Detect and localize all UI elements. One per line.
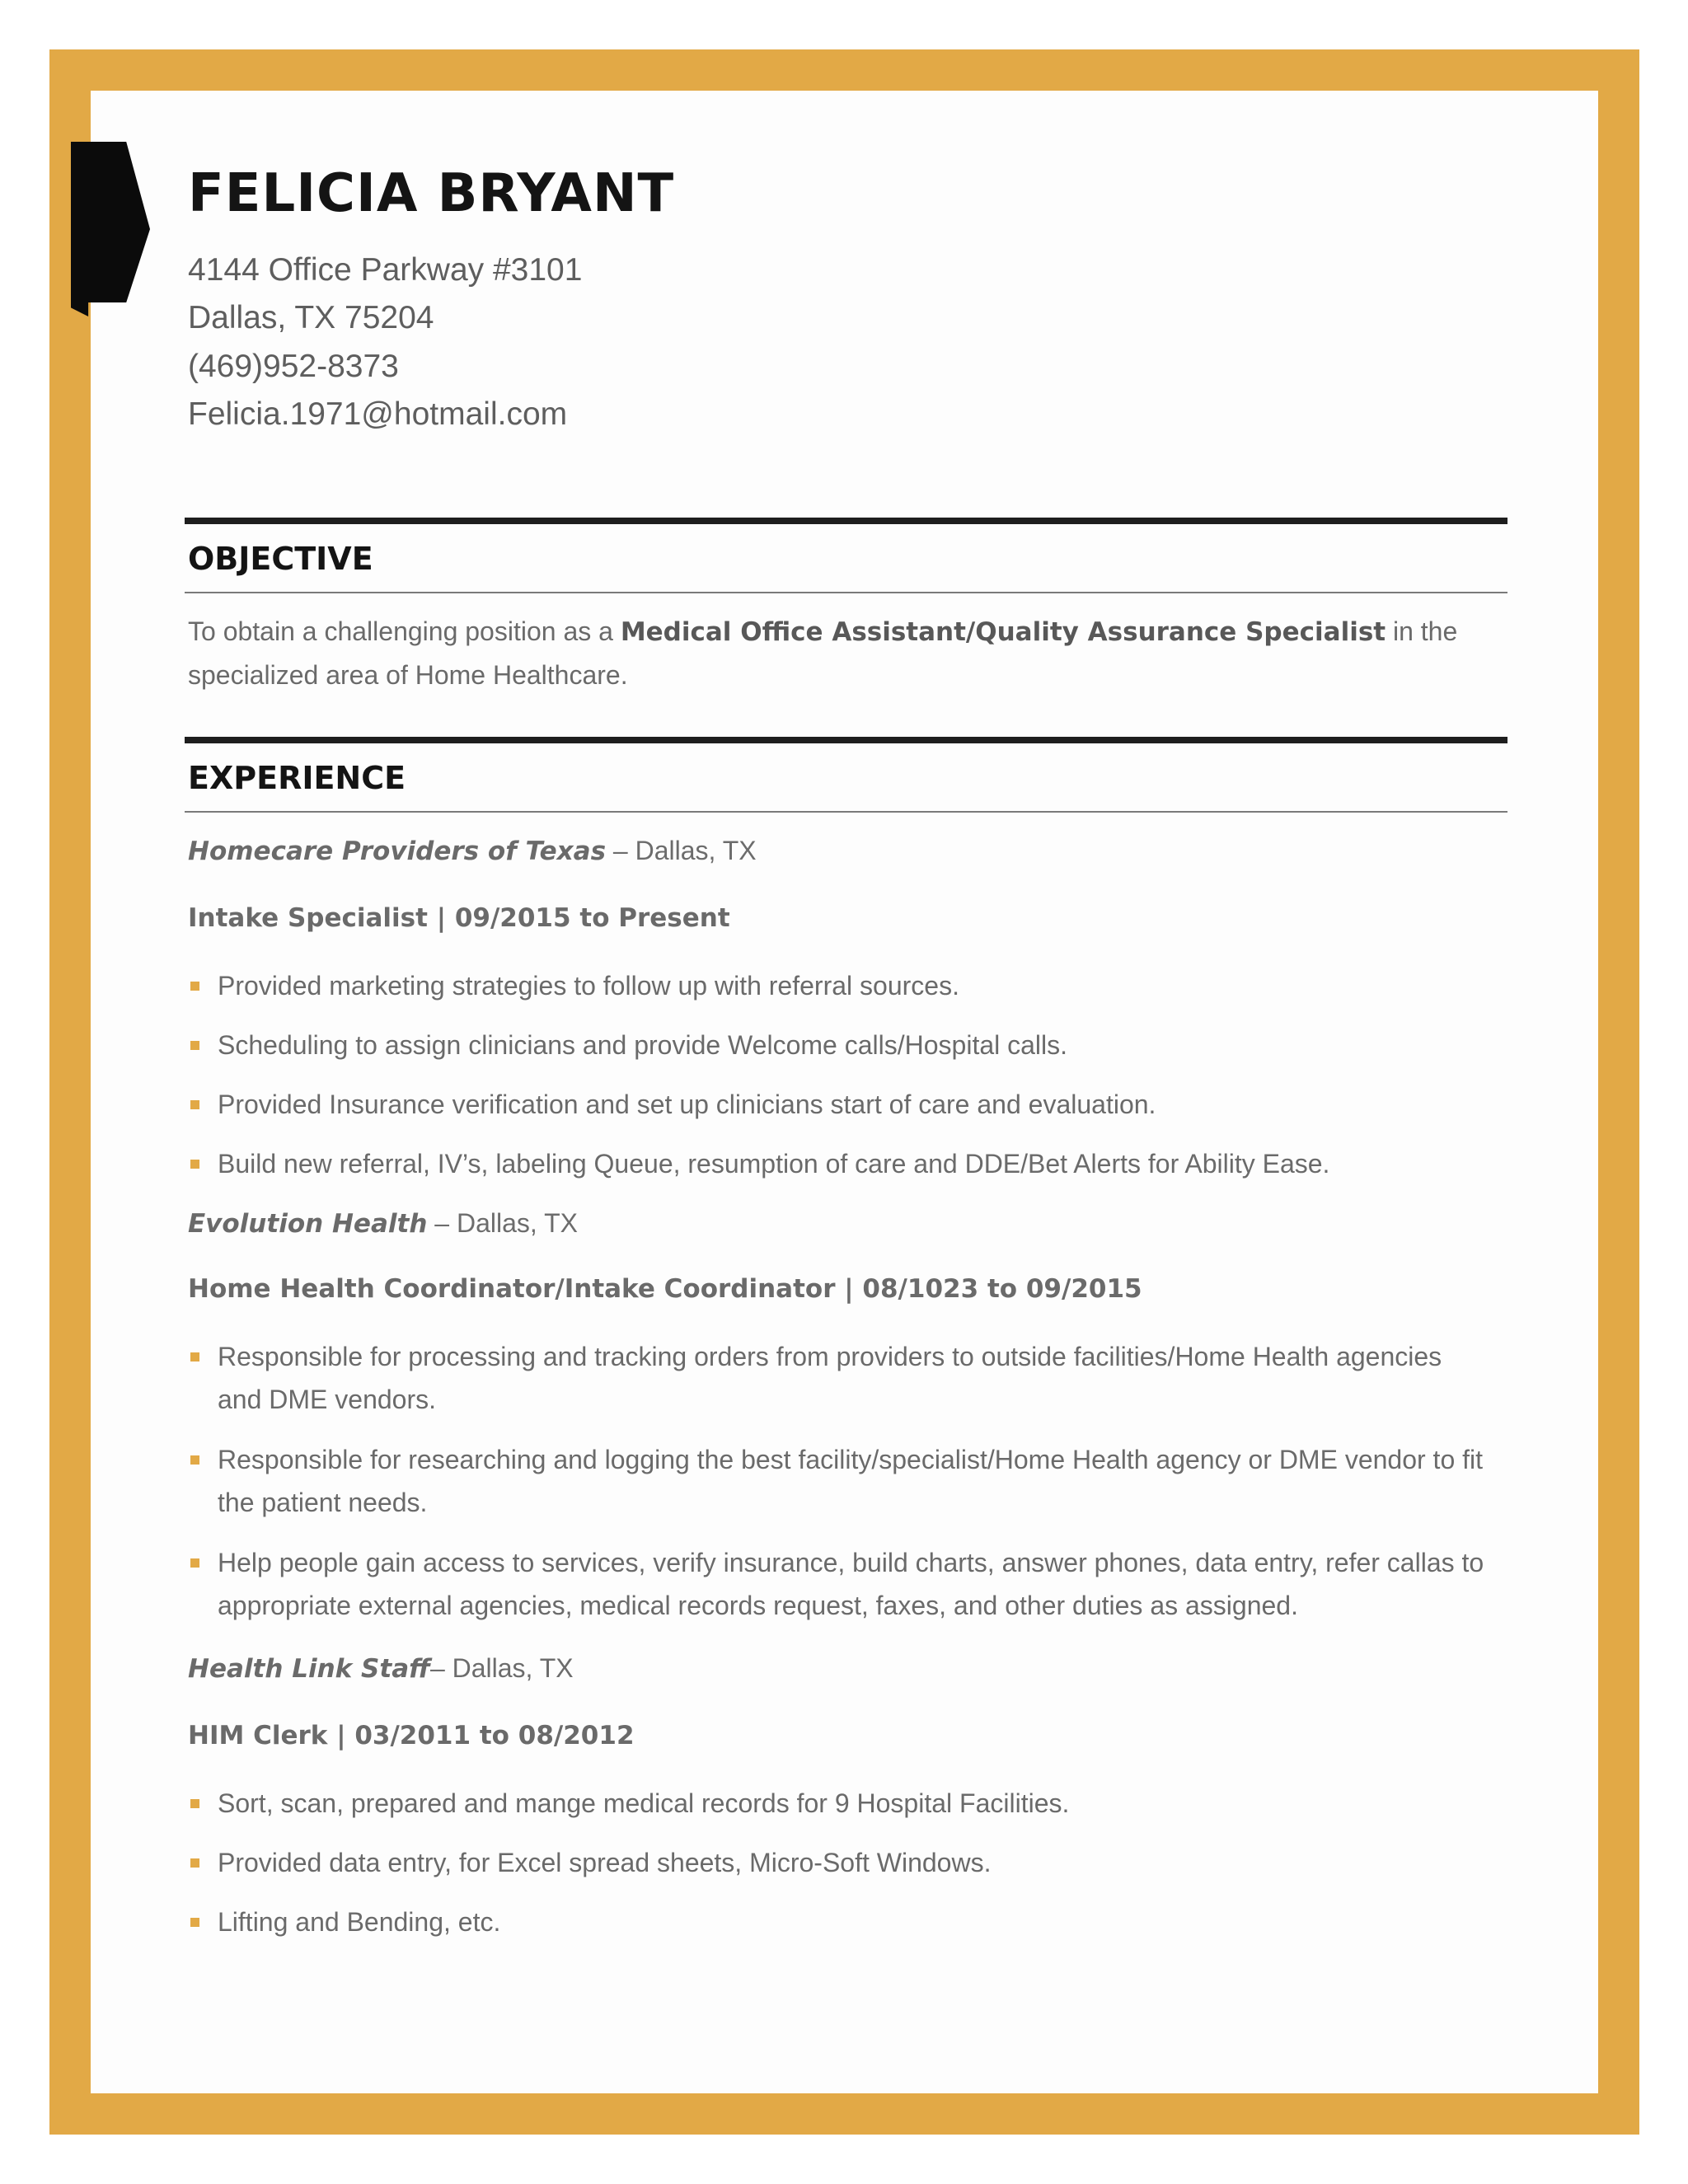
job-bullet: Responsible for researching and logging the best facility/specialist/Home Health agency or DME vendor to fit the patient needs. [188,1438,1490,1524]
company-location: – Dallas, TX [427,1208,578,1238]
bullet-square-icon [190,1160,199,1169]
company-name: Health Link Staff [188,1654,430,1684]
job-company-line [188,836,757,866]
email-address: Felicia.1971@hotmail.com [188,396,568,432]
objective-bottom-rule [185,592,1507,593]
bullet-square-icon [190,1918,199,1927]
phone-number: (469)952-8373 [188,349,399,384]
bullet-square-icon [190,982,199,991]
bullet-square-icon [190,1558,199,1568]
company-location: – Dallas, TX [429,1653,574,1683]
objective-top-rule [185,518,1507,524]
objective-heading: OBJECTIVE [188,541,373,577]
company-name: Homecare Providers of Texas [188,837,607,866]
company-location: – Dallas, TX [606,836,757,865]
job-bullet: Provided marketing strategies to follow up with referral sources. [188,964,1490,1007]
address-line-1: 4144 Office Parkway #3101 [188,252,583,288]
experience-top-rule [185,737,1507,743]
job-bullet: Scheduling to assign clinicians and provide Welcome calls/Hospital calls. [188,1024,1490,1066]
applicant-name: FELICIA BRYANT [188,163,675,224]
bullet-square-icon [190,1041,199,1050]
job-role-line: Intake Specialist | 09/2015 to Present [188,903,730,933]
job-company-line [188,1208,578,1239]
job-bullet: Build new referral, IV’s, labeling Queue, resumption of care and DDE/Bet Alerts for Ability Ease. [188,1142,1490,1185]
job-bullet: Sort, scan, prepared and mange medical records for 9 Hospital Facilities. [188,1782,1490,1825]
job-bullet: Help people gain access to services, verify insurance, build charts, answer phones, data entry, refer callas to appropriate external agencies, medical records request, faxes, and other duties as assigned. [188,1541,1490,1627]
bullet-square-icon [190,1858,199,1868]
job-bullet: Responsible for processing and tracking orders from providers to outside facilities/Home Health agencies and DME vendors. [188,1335,1490,1421]
job-role-line: Home Health Coordinator/Intake Coordinator | 08/1023 to 09/2015 [188,1274,1142,1304]
objective-text: To obtain a challenging position as a Medical Office Assistant/Quality Assurance Specialist in the specialized area of Home Healthcare. [188,616,1458,690]
experience-heading: EXPERIENCE [188,760,406,796]
job-company-line [188,1653,574,1684]
job-role-line: HIM Clerk | 03/2011 to 08/2012 [188,1721,635,1750]
bullet-square-icon [190,1455,199,1465]
job-bullet: Provided Insurance verification and set up clinicians start of care and evaluation. [188,1083,1490,1126]
job-bullet: Provided data entry, for Excel spread sheets, Micro-Soft Windows. [188,1841,1490,1884]
bullet-square-icon [190,1352,199,1361]
address-line-2: Dallas, TX 75204 [188,300,434,335]
company-name: Evolution Health [188,1209,428,1239]
objective-target-position: Medical Office Assistant/Quality Assurance Specialist [620,617,1386,647]
bullet-square-icon [190,1100,199,1109]
experience-bottom-rule [185,811,1507,813]
job-bullet: Lifting and Bending, etc. [188,1900,1490,1943]
bullet-square-icon [190,1799,199,1808]
